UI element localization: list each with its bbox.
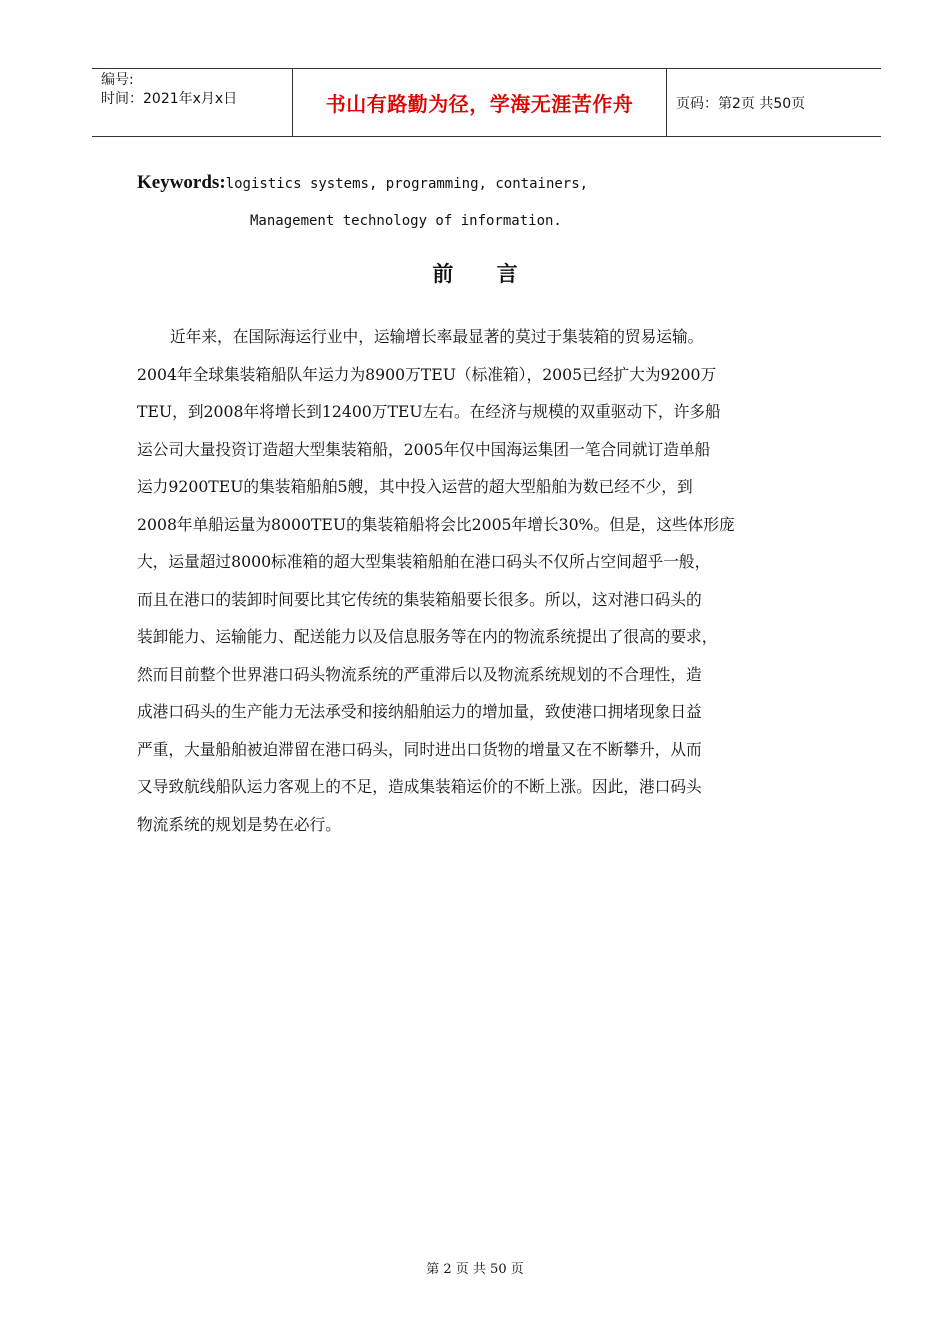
paragraph-line: 运力9200TEU的集装箱船舶5艘，其中投入运营的超大型船舶为数已经不少，到: [137, 477, 693, 496]
paragraph-line: 严重，大量船舶被迫滞留在港口码头，同时进出口货物的增量又在不断攀升，从而: [137, 739, 702, 759]
header-page-info: 页码：第2页 共50页: [676, 95, 806, 112]
paragraph-line: 运公司大量投资订造超大型集装箱船，2005年仅中国海运集团一笔合同就订造单船: [137, 439, 711, 459]
keywords-label: Keywords:: [137, 172, 226, 193]
document-number-label: 编号:: [101, 72, 134, 88]
paragraph-line: 2004年全球集装箱船队年运力为8900万TEU（标准箱），2005已经扩大为9200万: [137, 364, 717, 384]
paragraph-line: TEU，到2008年将增长到12400万TEU左右。在经济与规模的双重驱动下，许多船: [137, 402, 721, 421]
body-paragraph: [137, 318, 849, 843]
paragraph-line: 而且在港口的装卸时间要比其它传统的集装箱船要长很多。所以，这对港口码头的: [137, 589, 702, 609]
paragraph-line: 又导致航线船队运力客观上的不足，造成集装箱运价的不断上涨。因此，港口码头: [137, 777, 702, 796]
paragraph-line: 然而目前整个世界港口码头物流系统的严重滞后以及物流系统规划的不合理性，造: [137, 664, 702, 684]
page-footer: 第 2 页 共 50 页: [426, 1262, 524, 1277]
keywords-text-2: Management technology of information.: [250, 213, 562, 229]
section-title: 前 言: [432, 262, 536, 286]
header-meta: [92, 69, 293, 136]
header-motto: 书山有路勤为径，学海无涯苦作舟: [293, 69, 667, 136]
paragraph-line: 2008年单船运量为8000TEU的集装箱船将会比2005年增长30%。但是，这些体形庞: [137, 514, 735, 534]
paragraph-line: 大，运量超过8000标准箱的超大型集装箱船舶在港口码头不仅所占空间超乎一般，: [137, 552, 711, 571]
paragraph-line: 物流系统的规划是势在必行。: [137, 814, 341, 834]
paragraph-line: 成港口码头的生产能力无法承受和接纳船舶运力的增加量，致使港口拥堵现象日益: [137, 702, 702, 721]
document-header: [92, 68, 881, 137]
paragraph-line: 近年来，在国际海运行业中，运输增长率最显著的莫过于集装箱的贸易运输。: [170, 327, 704, 346]
document-date: 时间：2021年x月x日: [101, 91, 238, 107]
keywords-text-1: logistics systems, programming, containers,: [225, 176, 589, 192]
keywords-line: [137, 172, 837, 194]
paragraph-line: 装卸能力、运输能力、配送能力以及信息服务等在内的物流系统提出了很高的要求，: [137, 627, 718, 646]
